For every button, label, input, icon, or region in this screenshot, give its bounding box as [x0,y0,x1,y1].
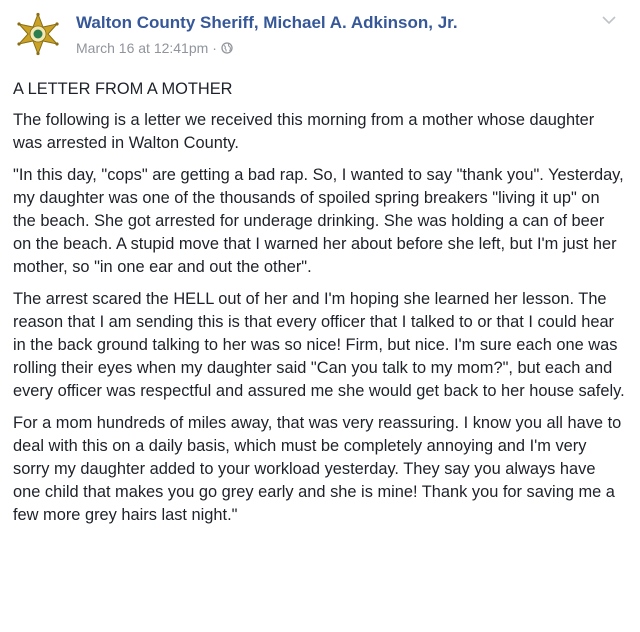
sheriff-star-badge-icon[interactable] [12,12,64,56]
post-paragraph: "In this day, "cops" are getting a bad rap. So, I wanted to say "thank you". Yesterday, my daughter was one of the thousands of spoiled spring breakers "living it up" on the beach. She got arrested for underage drinking. She was holding a can of beer on the beach. A stupid move that I warned her about before she left, but I'm just her mother, so "in one ear and out the other". [13,165,624,277]
post-paragraph: The arrest scared the HELL out of her and I'm hoping she learned her lesson. The reason that I am sending this is that every officer that I talked to or that I could hear in the back ground talking to her was so nice! Firm, but nice. I'm sure each one was rolling their eyes when my daughter said "Can you talk to my mom?", but each and every officer was respectful and assured me she would get back to her house safely. [13,289,625,401]
post-header [0,0,640,66]
meta-separator: · [212,40,217,56]
post-meta [76,40,233,56]
post-paragraph: For a mom hundreds of miles away, that was very reassuring. I know you all have to deal with this on a daily basis, which must be completely annoying and I'm very sorry my daughter added to your workload yesterday. They say you always have one child that makes you go grey early and she is mine! Thank you for saving me a few more grey hairs last night." [13,413,622,525]
post-body [13,78,625,536]
post-title: A LETTER FROM A MOTHER [13,80,233,98]
page-name-link[interactable]: Walton County Sheriff, Michael A. Adkinson, Jr. [76,13,458,32]
post-timestamp[interactable]: March 16 at 12:41pm [76,40,209,56]
globe-icon [221,42,233,54]
chevron-down-icon[interactable] [601,14,617,26]
post-paragraph: The following is a letter we received this morning from a mother whose daughter was arrested in Walton County. [13,111,595,153]
